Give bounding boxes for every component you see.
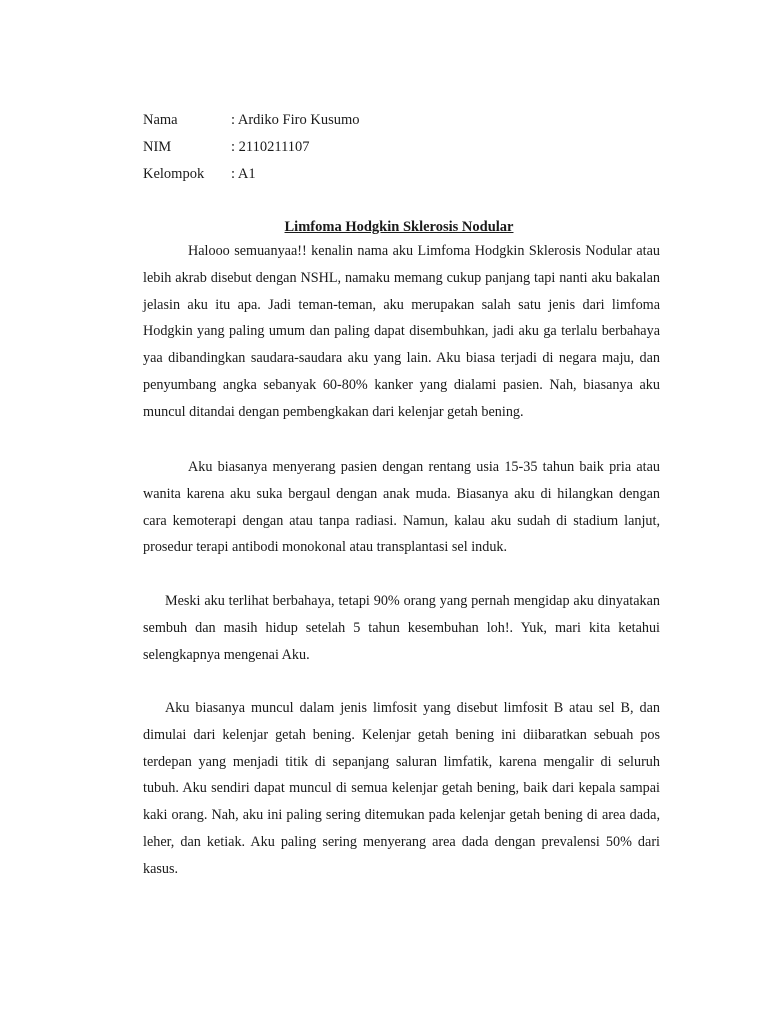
nim-label: NIM xyxy=(143,139,172,155)
group-value: : A1 xyxy=(231,166,256,182)
nim-row xyxy=(143,138,310,156)
paragraph-prognosis: Meski aku terlihat berbahaya, tetapi 90% orang yang pernah mengidap aku dinyatakan sembuh dan masih hidup setelah 5 tahun kesembuhan loh!. Yuk, mari kita ketahui selengkapnya mengenai Aku. xyxy=(143,593,660,663)
group-label: Kelompok xyxy=(143,166,205,182)
group-row xyxy=(143,165,256,183)
paragraph-origin: Aku biasanya muncul dalam jenis limfosit yang disebut limfosit B atau sel B, dan dimulai dari kelenjar getah bening. Kelenjar getah bening ini diibaratkan sebuah pos terdepan yang menjadi titik di sepanjang saluran limfatik, karena mengalir di seluruh tubuh. Aku sendiri dapat muncul di semua kelenjar getah bening, baik dari kepala sampai kaki orang. Nah, aku ini paling sering ditemukan pada kelenjar getah bening di area dada, leher, dan ketiak. Aku paling sering menyerang area dada dengan prevalensi 50% dari kasus. xyxy=(143,700,660,877)
name-row xyxy=(143,111,360,129)
name-value: : Ardiko Firo Kusumo xyxy=(231,112,360,128)
paragraph-intro: Halooo semuanyaa!! kenalin nama aku Limfoma Hodgkin Sklerosis Nodular atau lebih akrab disebut dengan NSHL, namaku memang cukup panjang tapi nanti aku bakalan jelasin aku itu apa. Jadi teman-teman, aku merupakan salah satu jenis dari limfoma Hodgkin yang paling umum dan paling dapat disembuhkan, jadi aku ga terlalu berbahaya yaa dibandingkan saudara-saudara aku yang lain. Aku biasa terjadi di negara maju, dan penyumbang angka sebanyak 60-80% kanker yang dialami pasien. Nah, biasanya aku muncul ditandai dengan pembengkakan dari kelenjar getah bening. xyxy=(143,243,660,420)
name-label: Nama xyxy=(143,112,178,128)
document-title: Limfoma Hodgkin Sklerosis Nodular xyxy=(284,219,514,235)
paragraph-treatment: Aku biasanya menyerang pasien dengan rentang usia 15-35 tahun baik pria atau wanita karena aku suka bergaul dengan anak muda. Biasanya aku di hilangkan dengan cara kemoterapi dengan atau tanpa radiasi. Namun, kalau aku sudah di stadium lanjut, prosedur terapi antibodi monokonal atau transplantasi sel induk. xyxy=(143,459,660,556)
nim-value: : 2110211107 xyxy=(231,139,310,155)
